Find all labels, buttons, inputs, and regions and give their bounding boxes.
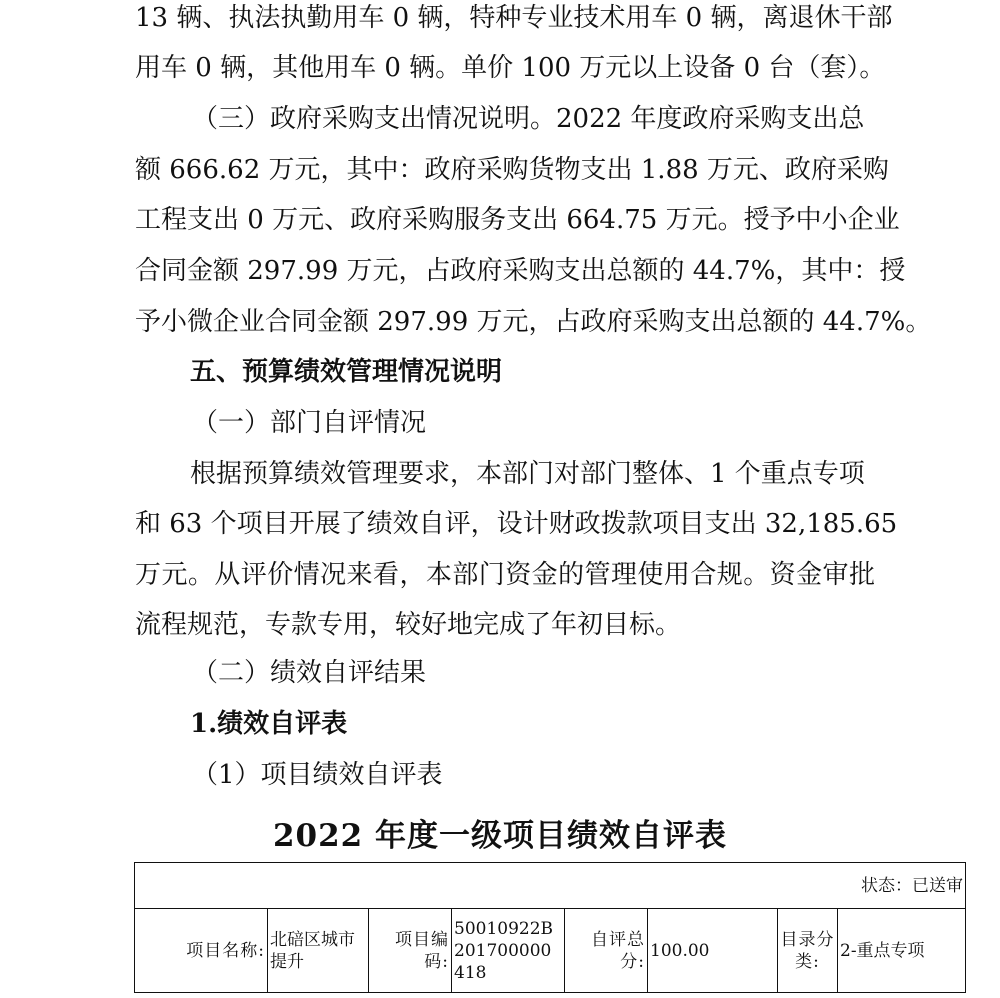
- subsection-heading: （一）部门自评情况: [192, 408, 427, 438]
- body-line: 工程支出 0 万元、政府采购服务支出 664.75 万元。授予中小企业: [135, 205, 900, 235]
- section-heading: （三）政府采购支出情况说明。2022 年度政府采购支出总: [192, 104, 865, 134]
- score-value: 100.00: [648, 909, 778, 993]
- project-name-value: 北碚区城市提升: [268, 909, 369, 993]
- subsection-heading: 1.绩效自评表: [190, 709, 348, 739]
- category-label: 目录分类:: [778, 909, 838, 993]
- body-line: 予小微企业合同金额 297.99 万元，占政府采购支出总额的 44.7%。: [135, 307, 932, 337]
- status-row: [135, 863, 966, 909]
- section-heading: 五、预算绩效管理情况说明: [190, 357, 503, 387]
- body-line: 用车 0 辆，其他用车 0 辆。单价 100 万元以上设备 0 台（套）。: [135, 53, 886, 83]
- category-value: 2-重点专项: [838, 909, 966, 993]
- project-code-label: 项目编码:: [369, 909, 452, 993]
- body-line: 万元。从评价情况来看，本部门资金的管理使用合规。资金审批: [135, 560, 875, 590]
- evaluation-table: [134, 862, 966, 993]
- body-line: 额 666.62 万元，其中：政府采购货物支出 1.88 万元、政府采购: [135, 155, 889, 185]
- project-code-value: 50010922B201700000418: [452, 909, 565, 993]
- project-name-label: 项目名称:: [135, 909, 268, 993]
- subsection-heading: （1）项目绩效自评表: [192, 760, 443, 790]
- table-row: [135, 909, 966, 993]
- table-title: 2022 年度一级项目绩效自评表: [272, 818, 728, 854]
- score-label: 自评总分:: [565, 909, 648, 993]
- subsection-heading: （二）绩效自评结果: [192, 658, 427, 688]
- body-line: 根据预算绩效管理要求，本部门对部门整体、1 个重点专项: [190, 459, 865, 489]
- status-badge: 状态：已送审: [135, 863, 966, 909]
- body-line: 和 63 个项目开展了绩效自评，设计财政拨款项目支出 32,185.65: [135, 509, 898, 539]
- body-line: 13 辆、执法执勤用车 0 辆，特种专业技术用车 0 辆，离退休干部: [135, 3, 893, 33]
- body-line: 合同金额 297.99 万元，占政府采购支出总额的 44.7%，其中：授: [135, 256, 906, 286]
- body-line: 流程规范，专款专用，较好地完成了年初目标。: [135, 610, 682, 640]
